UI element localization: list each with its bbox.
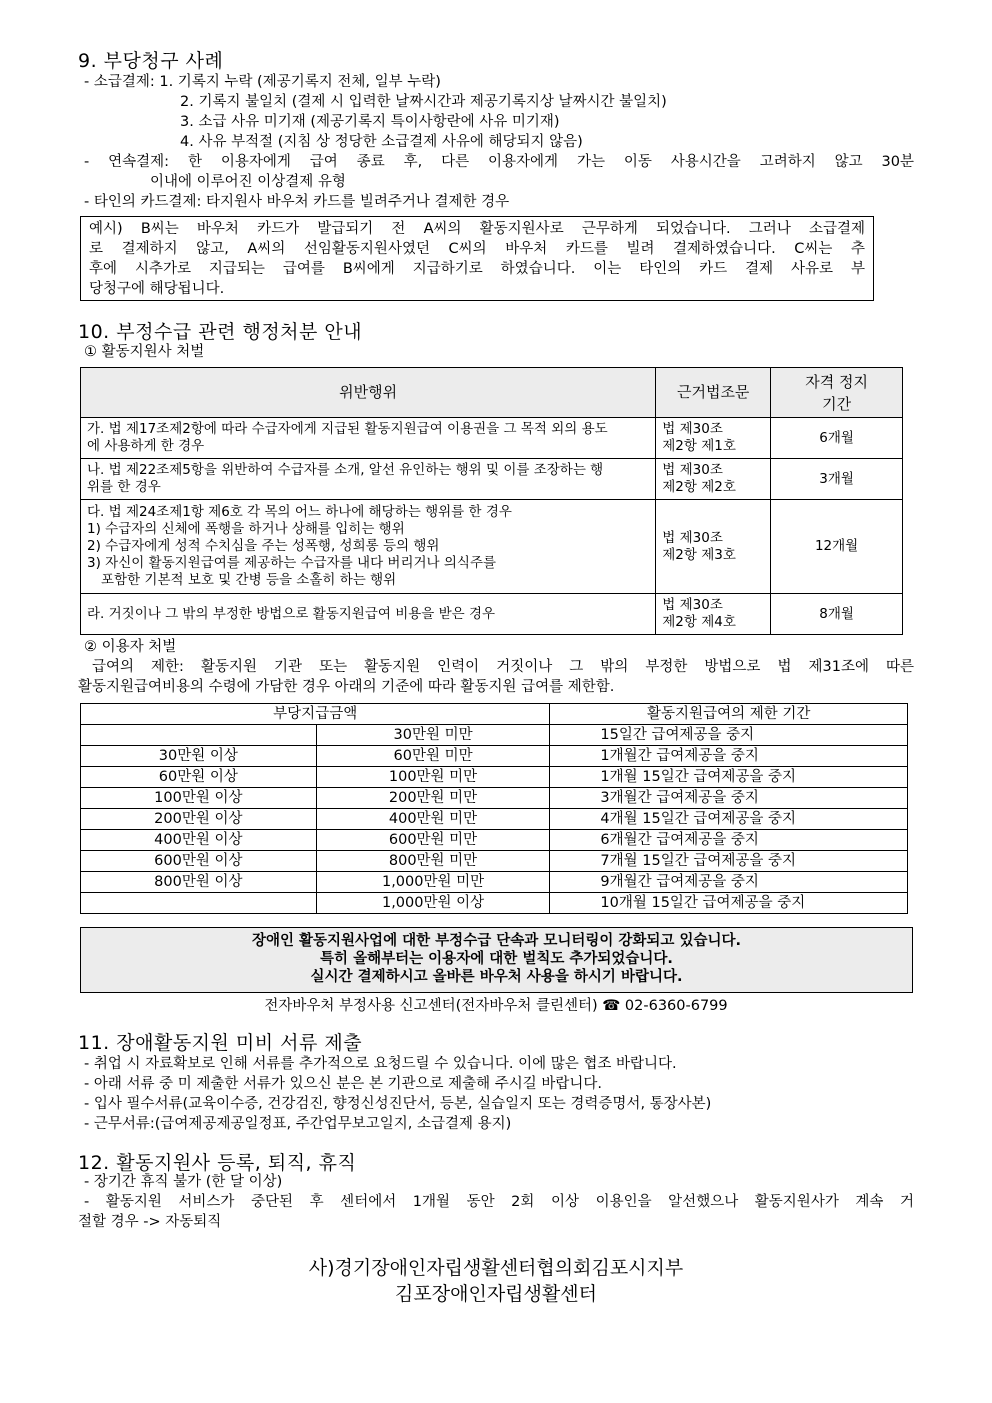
amount-from-cell: 200만원 이상: [81, 809, 317, 830]
amount-from-cell: 600만원 이상: [81, 851, 317, 872]
restriction-period-cell: 9개월간 급여제공을 중지: [550, 872, 908, 893]
law-cell: [656, 418, 771, 459]
section-9-line: 2. 기록지 불일치 (결제 시 입력한 날짜시간과 제공기록지상 날짜시간 불일치): [180, 94, 667, 110]
amount-to-cell: 1,000만원 미만: [316, 872, 550, 893]
restriction-period-cell: 3개월간 급여제공을 중지: [550, 788, 908, 809]
table-row: [81, 594, 903, 635]
violation-line: 라. 거짓이나 그 밖의 부정한 방법으로 활동지원급여 비용을 받은 경우: [87, 605, 496, 622]
restriction-period-cell: 1개월 15일간 급여제공을 중지: [550, 767, 908, 788]
amount-from-cell: 400만원 이상: [81, 830, 317, 851]
amount-to-cell: 800만원 미만: [316, 851, 550, 872]
section-11-line: - 근무서류:(급여제공제공일정표, 주간업무보고일지, 소급결제 용지): [84, 1116, 512, 1132]
table-row: [81, 725, 908, 746]
table-row: [81, 459, 903, 500]
section-9-line: - 타인의 카드결제: 타지원사 바우처 카드를 빌려주거나 결제한 경우: [84, 194, 510, 210]
amount-to-cell: 200만원 미만: [316, 788, 550, 809]
notice-line: 실시간 결제하시고 올바른 바우처 사용을 하시기 바랍니다.: [310, 969, 683, 985]
table-row: [81, 767, 908, 788]
amount-to-cell: 1,000만원 이상: [316, 893, 550, 914]
section-11-line: - 취업 시 자료확보로 인해 서류를 추가적으로 요청드릴 수 있습니다. 이에 많은 협조 바랍니다.: [84, 1056, 677, 1072]
table-row: [81, 893, 908, 914]
law-line: 법 제30조: [662, 462, 723, 478]
violation-line: 나. 법 제22조제5항을 위반하여 수급자를 소개, 알선 유인하는 행위 및 이를 조장하는 행: [87, 462, 604, 478]
violation-line: 가. 법 제17조제2항에 따라 수급자에게 지급된 활동지원급여 이용권을 그 목적 외의 용도: [87, 421, 608, 437]
section-9-title: 9. 부당청구 사례: [78, 50, 224, 72]
section-9-line: - 연속결제: 한 이용자에게 급여 종료 후, 다른 이용자에게 가는 이동 사용시간을 고려하지 않고 30분: [84, 154, 914, 170]
column-header-amount: 부당지급금액: [81, 704, 550, 725]
law-cell: [656, 459, 771, 500]
violation-cell: [81, 459, 656, 500]
period-cell: 6개월: [771, 418, 903, 459]
period-header-line: 자격 정지: [805, 372, 868, 391]
section-11-line: - 입사 필수서류(교육이수증, 건강검진, 향정신성진단서, 등본, 실습일지 또는 경력증명서, 통장사본): [84, 1096, 712, 1112]
restriction-table-body: [81, 725, 908, 914]
violation-line: 3) 자신이 활동지원급여를 제공하는 수급자를 내다 버리거나 의식주를: [87, 555, 497, 571]
law-line: 제2항 제3호: [662, 546, 736, 563]
restriction-table: [80, 703, 908, 914]
example-line: 로 결제하지 않고, A씨의 선임활동지원사였던 C씨의 바우처 카드를 빌려 결제하였습니다. C씨는 추: [89, 241, 865, 257]
restriction-paragraph-line: 급여의 제한: 활동지원 기관 또는 활동지원 인력이 거짓이나 그 밖의 부정한 방법으로 법 제31조에 따른: [92, 659, 914, 675]
amount-to-cell: 400만원 미만: [316, 809, 550, 830]
example-box: [80, 216, 874, 301]
violation-line: 에 사용하게 한 경우: [87, 438, 205, 454]
restriction-period-cell: 6개월간 급여제공을 중지: [550, 830, 908, 851]
section-11-line: - 아래 서류 중 미 제출한 서류가 있으신 분은 본 기관으로 제출해 주시길 바랍니다.: [84, 1076, 602, 1092]
table-header-row: [81, 704, 908, 725]
subheading-user-penalty: ② 이용자 처벌: [84, 639, 177, 655]
amount-from-cell: [81, 893, 317, 914]
column-header-period: [771, 368, 903, 418]
law-line: 제2항 제2호: [662, 479, 736, 495]
law-cell: [656, 500, 771, 594]
column-header-law: 근거법조문: [656, 368, 771, 418]
table-row: [81, 418, 903, 459]
law-cell: [656, 594, 771, 635]
section-9-line: - 소급결제: 1. 기록지 누락 (제공기록지 전체, 일부 누락): [84, 74, 441, 90]
amount-from-cell: 30만원 이상: [81, 746, 317, 767]
amount-from-cell: [81, 725, 317, 746]
violation-cell: [81, 418, 656, 459]
notice-box: [80, 927, 913, 993]
notice-line: 장애인 활동지원사업에 대한 부정수급 단속과 모니터링이 강화되고 있습니다.: [251, 933, 742, 949]
table-row: [81, 746, 908, 767]
column-header-restriction: 활동지원급여의 제한 기간: [550, 704, 908, 725]
violation-cell: [81, 594, 656, 635]
amount-to-cell: 100만원 미만: [316, 767, 550, 788]
violation-line: 1) 수급자의 신체에 폭행을 하거나 상해를 입히는 행위: [87, 521, 405, 537]
notice-line: 특히 올해부터는 이용자에 대한 벌칙도 추가되었습니다.: [320, 951, 673, 967]
section-9-line: 이내에 이루어진 이상결제 유형: [150, 174, 346, 190]
period-cell: 3개월: [771, 459, 903, 500]
period-cell: 12개월: [771, 500, 903, 594]
restriction-period-cell: 7개월 15일간 급여제공을 중지: [550, 851, 908, 872]
amount-from-cell: 800만원 이상: [81, 872, 317, 893]
table-row: [81, 851, 908, 872]
table-row: [81, 809, 908, 830]
amount-from-cell: 100만원 이상: [81, 788, 317, 809]
table-row: [81, 872, 908, 893]
law-line: 법 제30조: [662, 421, 723, 437]
violation-line: 위를 한 경우: [87, 479, 161, 495]
center-name: 김포장애인자립생활센터: [395, 1283, 597, 1305]
column-header-violation: 위반행위: [81, 368, 656, 418]
amount-to-cell: 60만원 미만: [316, 746, 550, 767]
restriction-period-cell: 10개월 15일간 급여제공을 중지: [550, 893, 908, 914]
period-cell: 8개월: [771, 594, 903, 635]
organization-name: 사)경기장애인자립생활센터협의회김포시지부: [308, 1257, 684, 1279]
section-9-line: 4. 사유 부적절 (지침 상 정당한 소급결제 사유에 해당되지 않음): [180, 134, 583, 150]
section-12-line: 절할 경우 -> 자동퇴직: [78, 1214, 222, 1230]
law-line: 법 제30조: [662, 597, 723, 613]
violation-line: 다. 법 제24조제1항 제6호 각 목의 어느 하나에 해당하는 행위를 한 경우: [87, 504, 512, 520]
restriction-paragraph-line: 활동지원급여비용의 수령에 가담한 경우 아래의 기준에 따라 활동지원 급여를 제한함.: [78, 679, 615, 695]
law-line: 법 제30조: [662, 529, 723, 546]
restriction-period-cell: 1개월간 급여제공을 중지: [550, 746, 908, 767]
restriction-period-cell: 4개월 15일간 급여제공을 중지: [550, 809, 908, 830]
amount-to-cell: 600만원 미만: [316, 830, 550, 851]
table-header-row: [81, 368, 903, 418]
law-line: 제2항 제1호: [662, 438, 736, 454]
penalty-table: [80, 367, 903, 635]
example-line: 예시) B씨는 바우처 카드가 발급되기 전 A씨의 활동지원사로 근무하게 되었습니다. 그러나 소급결제: [89, 221, 865, 237]
table-row: [81, 500, 903, 594]
section-12-line: - 활동지원 서비스가 중단된 후 센터에서 1개월 동안 2회 이상 이용인을 알선했으나 활동지원사가 계속 거: [84, 1194, 914, 1210]
section-9-line: 3. 소급 사유 미기재 (제공기록지 특이사항란에 사유 미기재): [180, 114, 560, 130]
example-line: 후에 시추가로 지급되는 급여를 B씨에게 지급하기로 하였습니다. 이는 타인의 카드 결제 사유로 부: [89, 261, 865, 277]
violation-cell: [81, 500, 656, 594]
section-12-title: 12. 활동지원사 등록, 퇴직, 휴직: [78, 1152, 357, 1174]
period-header-line: 기간: [822, 394, 852, 413]
section-11-title: 11. 장애활동지원 미비 서류 제출: [78, 1032, 363, 1054]
table-row: [81, 788, 908, 809]
report-center-contact: 전자바우처 부정사용 신고센터(전자바우처 클린센터) ☎ 02-6360-6799: [264, 998, 728, 1014]
violation-line: 2) 수급자에게 성적 수치심을 주는 성폭행, 성희롱 등의 행위: [87, 538, 440, 554]
table-row: [81, 830, 908, 851]
amount-from-cell: 60만원 이상: [81, 767, 317, 788]
example-line: 당청구에 해당됩니다.: [89, 281, 225, 297]
amount-to-cell: 30만원 미만: [316, 725, 550, 746]
violation-line: 포함한 기본적 보호 및 간병 등을 소홀히 하는 행위: [101, 572, 397, 588]
section-12-line: - 장기간 휴직 불가 (한 달 이상): [84, 1174, 283, 1190]
section-10-title: 10. 부정수급 관련 행정처분 안내: [78, 321, 363, 343]
subheading-worker-penalty: ① 활동지원사 처벌: [84, 344, 205, 360]
restriction-period-cell: 15일간 급여제공을 중지: [550, 725, 908, 746]
law-line: 제2항 제4호: [662, 614, 736, 630]
